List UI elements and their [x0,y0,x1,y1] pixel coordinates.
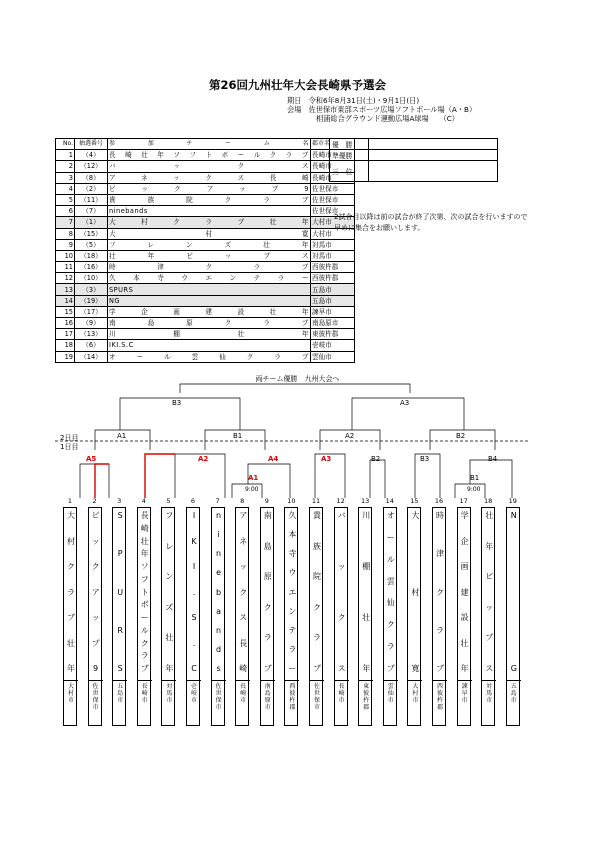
team-name: 久本寺ウエンテラー [109,274,309,283]
game-a2-day1: A2 [198,455,209,463]
slot-team-name: 時 津 ク ラ ブ [436,511,444,673]
slot-number: 8 [240,497,245,505]
team-name: ビックアップ9 [109,184,309,193]
team-name: ninebands [108,206,311,217]
team-city: 雲仙市 [311,351,355,362]
game-a2: A2 [345,432,355,440]
game-a4: A4 [268,455,279,463]
team-city: 南島原市 [311,318,355,329]
team-no: 16 [56,318,75,329]
team-city: 佐世保市 [311,194,355,205]
date-value: 令和6年8月31日(土)・9月1日(日) [308,96,420,105]
slot-team-city: 五 島 市 [113,680,127,726]
team-name: 学企画建設壮年 [109,307,309,316]
slot-number: 3 [117,497,122,505]
header-city: 郡市名 [311,139,355,150]
bracket-team-slot [383,507,397,726]
team-city: 大村市 [311,217,355,228]
bracket-team-slot [186,507,200,726]
bracket-team-slot [407,507,421,726]
team-city: 長崎市 [311,161,355,172]
bracket-team-slot [334,507,348,726]
slot-team-name: 川 棚 壮 年 [362,511,371,673]
team-draw: （16） [75,262,108,273]
team-draw: （19） [75,295,108,306]
slot-team-city: 対 馬 市 [482,680,496,726]
team-draw: （1） [75,217,108,228]
team-draw: （2） [75,183,108,194]
team-no: 19 [56,351,75,362]
game-a5: A5 [86,455,97,463]
slot-number: 5 [166,497,171,505]
slot-team-city: 長 崎 市 [335,680,349,726]
team-no: 14 [56,295,75,306]
slot-team-name: ア ネ ッ ク ス 長 崎 [239,511,248,673]
slot-team-city: 五 島 市 [507,680,521,726]
slot-number: 11 [311,497,321,505]
slot-team-name: N G [510,511,517,673]
team-no: 10 [56,250,75,261]
team-name: 壮年ビップス [109,251,309,260]
slot-team-name: ビ ッ ク ア ッ プ 9 [91,511,100,673]
bracket-team-slot [358,507,372,726]
team-name: SPURS [108,284,311,295]
team-name: アネックス長崎 [109,173,309,182]
team-name: フレンズ壮年 [109,240,309,249]
bracket-team-slot [481,507,495,726]
game-b3-day1: B3 [420,455,430,463]
header-draw: 抽選番号 [75,139,108,150]
header-no: No. [56,139,75,150]
game-a3-day1: A3 [321,455,332,463]
bracket-team-slot [137,507,151,726]
slot-team-city: 佐 世 保 市 [310,680,324,726]
team-name: 長崎壮年ソフトボールクラブ [109,151,309,160]
game-a1: A1 [117,432,127,440]
slot-number: 10 [287,497,296,505]
slot-number: 19 [508,497,517,505]
team-no: 6 [56,206,75,217]
bracket-team-slot [506,507,520,726]
bracket-team-slot [161,507,175,726]
team-name: NG [108,295,311,306]
team-name: 南島原クラブ [109,319,309,328]
team-draw: （13） [75,329,108,340]
game-b1: B1 [233,432,243,440]
slot-team-name: 長 崎 壮 年 ソ フ ト ボ ー ル ク ラ ブ [140,511,149,673]
team-draw: （12） [75,161,108,172]
bracket-team-slot [432,507,446,726]
page-title: 第26回九州壮年大会長崎県予選会 [208,78,386,92]
team-city: 壱岐市 [311,340,355,351]
slot-team-name: 久 本 寺 ウ エ ン テ ラ ー [288,511,297,673]
slot-team-city: 諫 早 市 [458,680,472,726]
bracket-team-slot [63,507,77,726]
final-line [180,384,410,393]
a2w-win-line [145,454,175,498]
slot-team-name: バ ッ ク ス [337,511,346,673]
team-name: 大村寛 [109,229,309,238]
slot-team-city: 大 村 市 [64,680,78,726]
team-city: 東彼杵郡 [311,329,355,340]
slot-team-name: n i n e b a n d s [216,511,222,673]
venue-2-mark: （C） [443,114,459,123]
bracket-team-slot [88,507,102,726]
team-city: 大村市 [311,228,355,239]
team-no: 4 [56,183,75,194]
slot-team-city: 長 崎 市 [138,680,152,726]
game-b1-time: 9:00 [467,486,481,493]
team-city: 長崎市 [311,172,355,183]
team-draw: （7） [75,206,108,217]
venue-label: 会場 [287,105,302,114]
slot-number: 4 [141,497,146,505]
slot-team-name: オ ー ル 雲 仙 ク ラ ブ [386,511,395,673]
team-city: 佐世保市 [311,183,355,194]
team-no: 2 [56,161,75,172]
slot-team-name: 大 村 ク ラ ブ 壮 年 [67,511,75,673]
game-a1-day1: A1 [248,474,259,482]
slot-number: 1 [67,497,73,505]
team-name: バックス [109,162,309,171]
team-draw: （4） [75,150,108,161]
team-city: 五島市 [311,295,355,306]
notice-text: 2試合目以降は前の試合が終了次第、次の試合を行いますので早めに集合をお願いします。 [334,213,528,232]
slot-team-name: 大 村 寛 [411,511,420,673]
slot-number: 12 [336,497,345,505]
team-no: 3 [56,172,75,183]
team-city: 西彼杵郡 [311,262,355,273]
bracket-team-slot [235,507,249,726]
bracket-team-slot [112,507,126,726]
team-draw: （8） [75,172,108,183]
header-team: 参加チーム名 [108,139,311,150]
game-b2: B2 [456,432,466,440]
team-name: オール雲仙クラブ [109,352,309,361]
team-name: 大村クラブ壮年 [109,218,309,227]
bracket-team-slot [457,507,471,726]
slot-team-name: 壮 年 ビ ッ プ ス [485,511,494,673]
team-draw: （3） [75,284,108,295]
slot-team-city: 雲 仙 市 [384,680,398,726]
team-draw: （18） [75,250,108,261]
bracket-top-label: 両チーム優勝 九州大会へ [255,375,340,383]
slot-team-name: 貴 族 院 ク ラ ブ [313,511,321,673]
b2w-line [370,460,385,498]
runner-up-label: 準優勝 [330,150,369,161]
slot-team-city: 南 島 原 市 [261,680,275,726]
slot-team-name: I K I . S . C [191,511,197,673]
third-label: 三 位 [330,161,369,182]
slot-team-city: 長 崎 市 [236,680,250,726]
team-draw: （9） [75,318,108,329]
game-b3: B3 [172,399,182,407]
team-no: 7 [56,217,75,228]
slot-team-city: 西 彼 杵 郡 [285,680,299,726]
slot-team-name: 学 企 画 建 設 壮 年 [460,511,469,673]
team-city: 長崎市 [311,150,355,161]
date-label: 期日 [287,96,302,105]
game-a1-time: 9:00 [245,486,259,493]
bracket-team-slot [309,507,323,726]
slot-team-name: フ レ ン ズ 壮 年 [165,511,174,673]
slot-number: 14 [385,497,394,505]
slot-team-city: 佐 世 保 市 [212,680,226,726]
team-no: 9 [56,239,75,250]
venue-1: 佐世保市東部スポーツ広場ソフトボール場（A・B） [308,105,477,114]
team-city: 佐世保市 [311,206,355,217]
slot-number: 7 [215,497,220,505]
slot-number: 15 [410,497,419,505]
team-city: 諫早市 [311,306,355,317]
winner-label: 優 勝 [330,139,369,150]
slot-team-city: 壱 岐 市 [187,680,201,726]
team-draw: （10） [75,273,108,284]
slot-number: 9 [264,497,269,505]
bracket-team-slot [211,507,225,726]
team-no: 11 [56,262,75,273]
game-b4: B4 [488,455,498,463]
slot-number: 16 [434,497,444,505]
team-draw: （11） [75,194,108,205]
slot-number: 18 [484,497,493,505]
slot-team-city: 対 馬 市 [162,680,176,726]
team-no: 15 [56,306,75,317]
team-draw: （5） [75,239,108,250]
slot-number: 13 [361,497,370,505]
slot-team-name: S P U R S [117,511,124,673]
team-draw: （14） [75,351,108,362]
day2-label: 2日目 [60,434,79,442]
game-b1-day1: B1 [470,474,480,482]
slot-number: 17 [459,497,468,505]
game-a3: A3 [400,399,410,407]
bracket-team-slot [284,507,298,726]
team-name: IKI.S.C [108,340,311,351]
team-no: 8 [56,228,75,239]
slot-team-city: 佐 世 保 市 [89,680,103,726]
game-b2-day1: B2 [371,455,381,463]
team-name: 川棚壮年 [109,330,309,339]
team-name: 時津クラブ [109,263,309,272]
team-city: 対馬市 [311,239,355,250]
team-no: 13 [56,284,75,295]
slot-team-city: 東 彼 杵 郡 [359,680,373,726]
slot-team-city: 西 彼 杵 郡 [433,680,447,726]
venue-2: 相浦総合グラウンド運動広場A球場 [316,114,429,123]
team-city: 五島市 [311,284,355,295]
slot-team-name: 南 島 原 ク ラ ブ [263,511,272,673]
team-no: 18 [56,340,75,351]
day1-label: 1日目 [60,443,79,451]
team-draw: （15） [75,228,108,239]
team-no: 5 [56,194,75,205]
slot-number: 2 [92,497,97,505]
a5-win-line [95,464,109,498]
team-name: 貴族院クラブ [109,196,309,205]
team-no: 12 [56,273,75,284]
team-no: 1 [56,150,75,161]
bracket-team-slot [260,507,274,726]
slot-team-city: 大 村 市 [408,680,422,726]
team-city: 対馬市 [311,250,355,261]
team-city: 西彼杵郡 [311,273,355,284]
team-draw: （6） [75,340,108,351]
team-no: 17 [56,329,75,340]
slot-number: 6 [190,497,196,505]
team-draw: （17） [75,306,108,317]
